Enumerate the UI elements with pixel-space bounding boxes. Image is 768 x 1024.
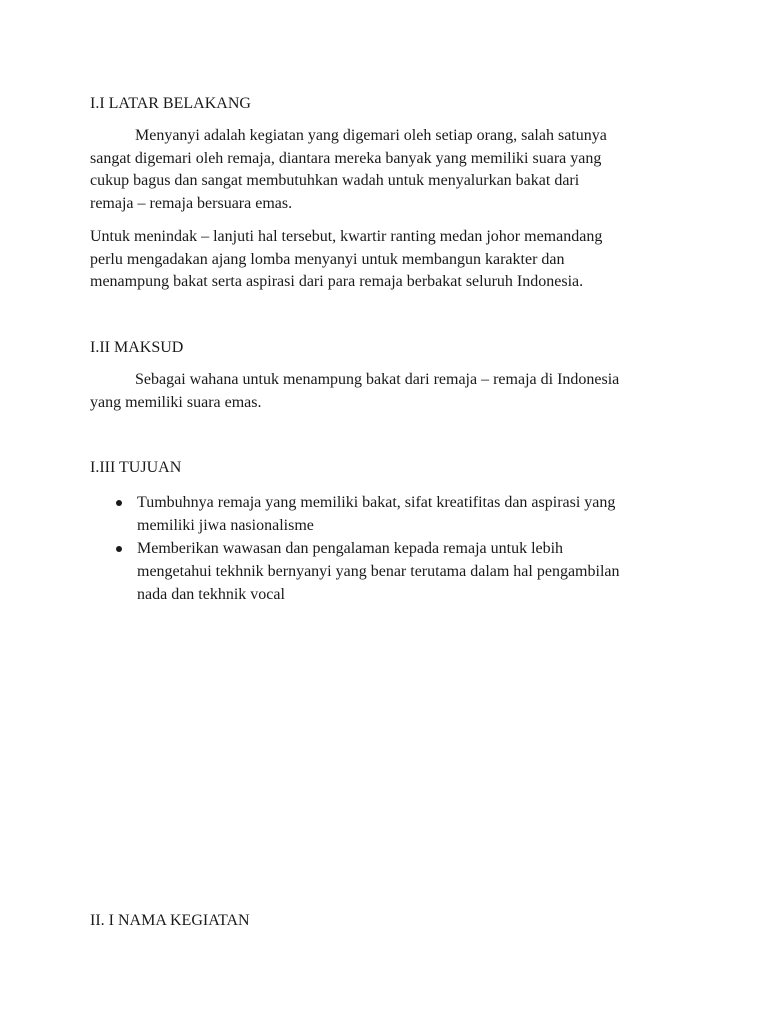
list-item-line: mengetahui tekhnik bernyanyi yang benar terutama dalam hal pengambilan: [137, 563, 620, 580]
paragraph-line: cukup bagus dan sangat membutuhkan wadah untuk menyalurkan bakat dari: [90, 172, 580, 189]
list-item: [90, 491, 690, 537]
bullet-icon: [116, 546, 122, 552]
section-heading-tujuan: I.III TUJUAN: [90, 459, 182, 476]
paragraph-latar-belakang-2: [90, 226, 690, 294]
list-item: [90, 537, 690, 606]
paragraph-line: sangat digemari oleh remaja, diantara mereka banyak yang memiliki suara yang: [90, 149, 602, 167]
tujuan-bullet-list: [90, 491, 690, 606]
section-heading-nama-kegiatan: II. I NAMA KEGIATAN: [90, 912, 250, 929]
paragraph-line: Menyanyi adalah kegiatan yang digemari oleh setiap orang, salah satunya: [135, 127, 607, 144]
paragraph-latar-belakang-1: [90, 125, 690, 215]
paragraph-line: menampung bakat serta aspirasi dari para remaja berbakat seluruh Indonesia.: [90, 273, 584, 290]
paragraph-line: yang memiliki suara emas.: [90, 393, 262, 411]
list-item-line: nada dan tekhnik vocal: [137, 586, 285, 603]
paragraph-maksud: [90, 369, 690, 414]
paragraph-line: Untuk menindak – lanjuti hal tersebut, kwartir ranting medan johor memandang: [90, 228, 603, 245]
list-item-line: Tumbuhnya remaja yang memiliki bakat, sifat kreatifitas dan aspirasi yang: [137, 494, 616, 511]
section-heading-latar-belakang: I.I LATAR BELAKANG: [90, 95, 251, 112]
paragraph-line: Sebagai wahana untuk menampung bakat dari remaja – remaja di Indonesia: [135, 371, 620, 388]
bullet-icon: [116, 500, 122, 506]
list-item-line: memiliki jiwa nasionalisme: [137, 517, 314, 534]
paragraph-line: perlu mengadakan ajang lomba menyanyi untuk membangun karakter dan: [90, 250, 565, 268]
section-heading-maksud: I.II MAKSUD: [90, 339, 184, 356]
list-item-line: Memberikan wawasan dan pengalaman kepada remaja untuk lebih: [137, 540, 564, 557]
paragraph-line: remaja – remaja bersuara emas.: [90, 194, 293, 212]
